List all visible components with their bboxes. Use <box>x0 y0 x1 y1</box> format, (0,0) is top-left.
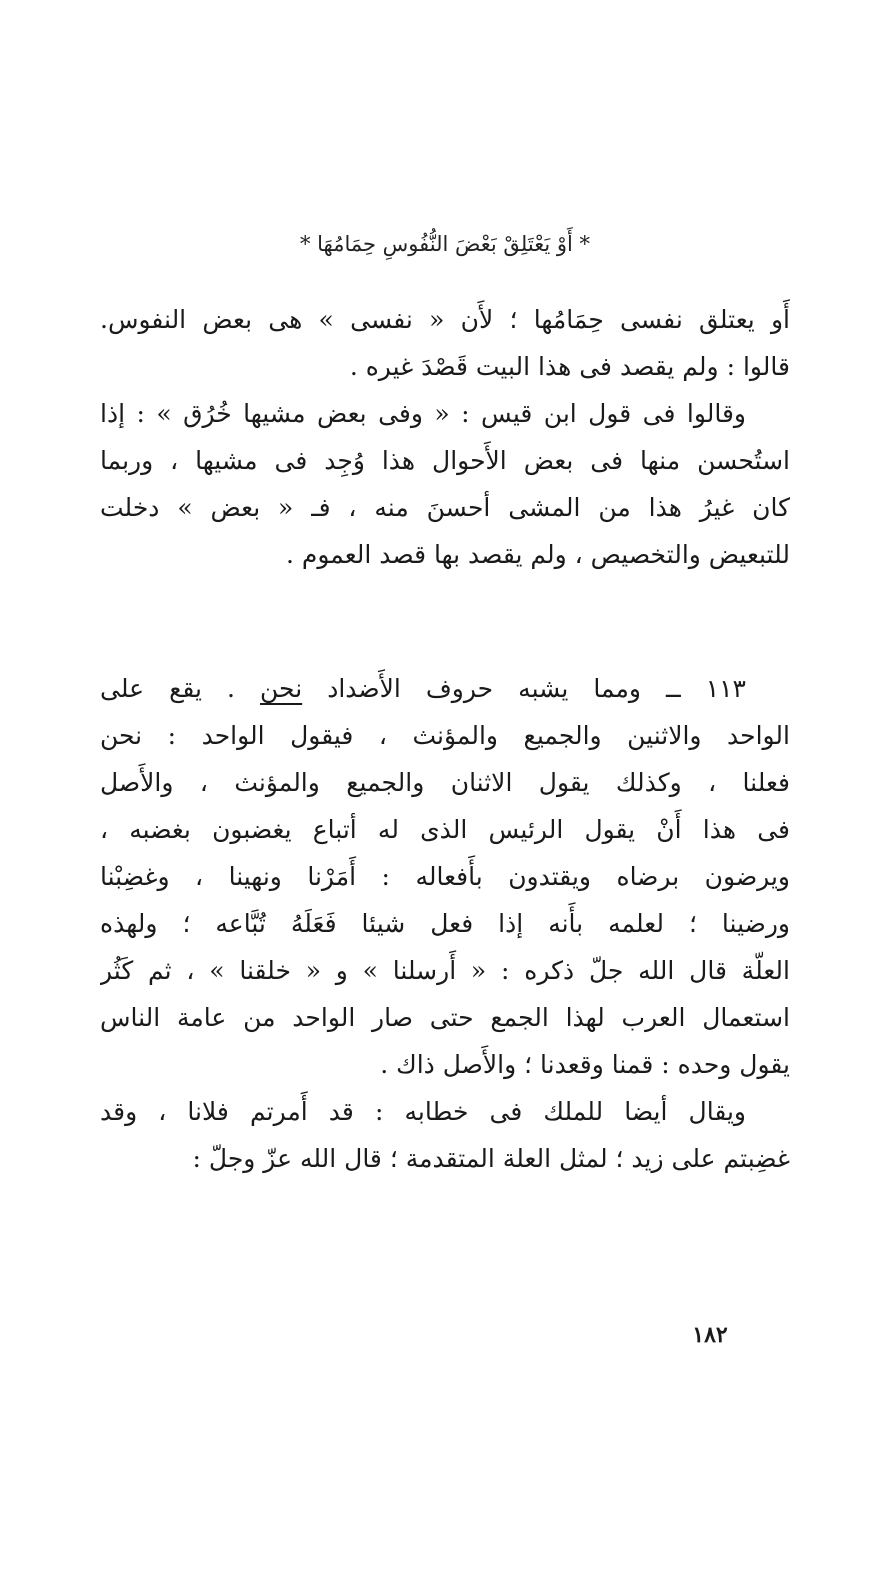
paragraph-2-line-2: استُحسن منها فى بعض الأَحوال هذا وُجِد فى مشيها ، وربما <box>100 446 790 475</box>
verse-line: * أَوْ يَعْتَلِقْ بَعْضَ النُّفُوسِ حِمَامُهَا * <box>299 232 591 256</box>
paragraph-4-line-2: غضِبتم على زيد ؛ لمثل العلة المتقدمة ؛ قال الله عزّ وجلّ : <box>192 1144 790 1173</box>
paragraph-2-line-3: كان غيرُ هذا من المشى أحسنَ منه ، فـ « بعض » دخلت <box>100 493 790 522</box>
paragraph-1-line-1: أَو يعتلق نفسى حِمَامُها ؛ لأَن « نفسى » هى بعض النفوس. <box>100 305 790 334</box>
section-113-line-6: ورضينا ؛ لعلمه بأَنه إذا فعل شيئا فَعَلَهُ تُبَّاعه ؛ ولهذه <box>100 909 790 938</box>
text-block-section-113 <box>100 665 790 1182</box>
section-113-line-4: فى هذا أَنْ يقول الرئيس الذى له أتباع يغضبون بغضبه ، <box>100 815 790 844</box>
page-number: ١٨٢ <box>692 1322 728 1348</box>
section-113-line-3: فعلنا ، وكذلك يقول الاثنان والجميع والمؤنث ، والأَصل <box>100 768 790 797</box>
section-113-line-9: يقول وحده : قمنا وقعدنا ؛ والأَصل ذاك . <box>380 1050 790 1079</box>
section-113-line-5: ويرضون برضاه ويقتدون بأَفعاله : أَمَرْنا ونهينا ، وغضِبْنا <box>100 862 790 891</box>
text-block-upper <box>100 296 790 578</box>
section-113-heading-line <box>100 665 790 712</box>
section-113-line-2: الواحد والاثنين والجميع والمؤنث ، فيقول الواحد : نحن <box>100 721 790 750</box>
paragraph-4-line-1: ويقال أيضا للملك فى خطابه : قد أَمرتم فلانا ، وقد <box>100 1097 746 1126</box>
section-keyword: نحن <box>260 674 303 703</box>
section-113-line-8: استعمال العرب لهذا الجمع حتى صار الواحد من عامة الناس <box>100 1003 790 1032</box>
section-113-line-7: العلّة قال الله جلّ ذكره : « أَرسلنا » و « خلقنا » ، ثم كَثُر <box>100 956 790 985</box>
section-intro-continuation: . يقع على <box>100 674 235 703</box>
section-intro-text: ــ ومما يشبه حروف الأَضداد <box>327 674 681 703</box>
paragraph-2-line-1: وقالوا فى قول ابن قيس : « وفى بعض مشيها خُرُق » : إذا <box>100 399 746 428</box>
section-number: ١١٣ <box>705 674 746 703</box>
paragraph-1-line-2: قالوا : ولم يقصد فى هذا البيت قَصْدَ غيره . <box>349 352 790 381</box>
paragraph-2-line-4: للتبعيض والتخصيص ، ولم يقصد بها قصد العموم . <box>285 540 790 569</box>
